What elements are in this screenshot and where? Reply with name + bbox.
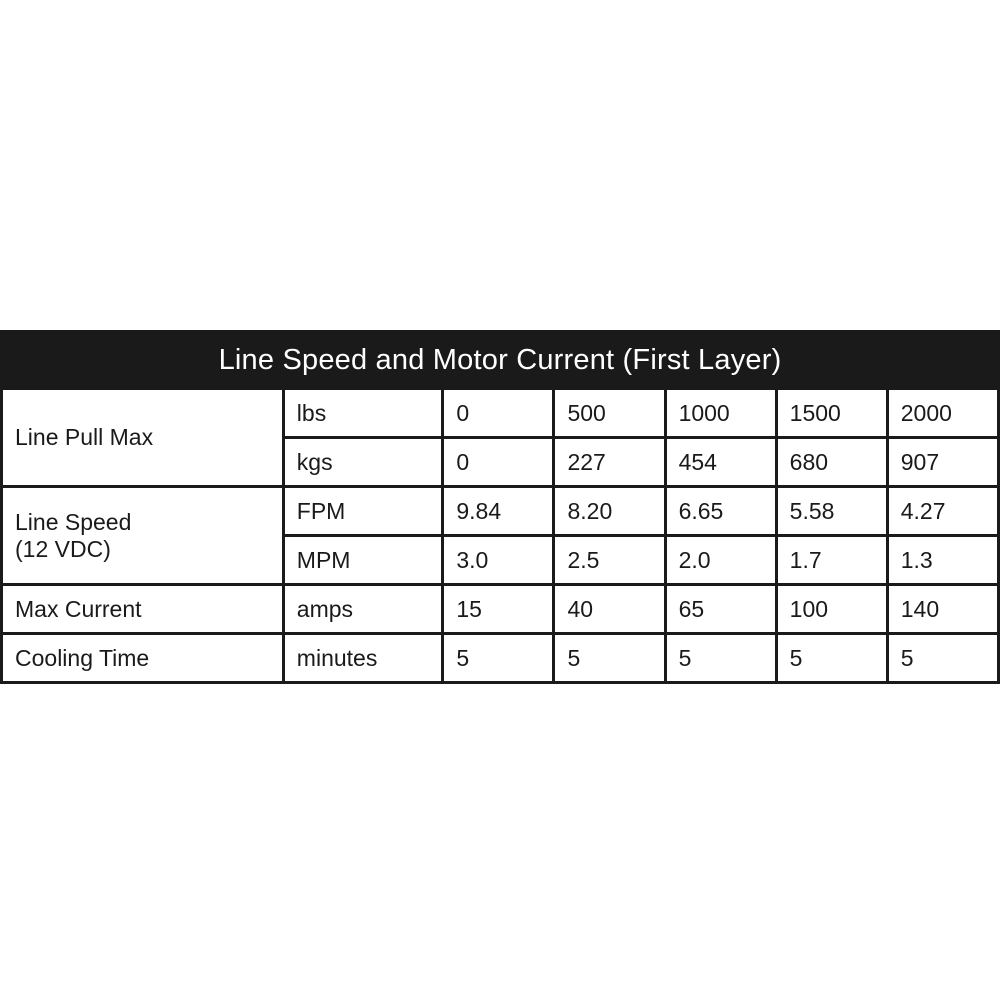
- row-label-line-speed: [2, 487, 284, 585]
- cell-value: 5: [665, 634, 776, 683]
- row-label-line-speed-voltage: (12 VDC): [15, 535, 111, 562]
- cell-value: 5: [887, 634, 998, 683]
- cell-value: 3.0: [443, 536, 554, 585]
- table-row: [2, 585, 999, 634]
- row-label-line-speed-text: Line Speed: [15, 509, 132, 536]
- table-title: Line Speed and Motor Current (First Layer): [2, 332, 999, 389]
- cell-value: 5: [443, 634, 554, 683]
- cell-value: 5: [776, 634, 887, 683]
- cell-value: 907: [887, 438, 998, 487]
- cell-value: 680: [776, 438, 887, 487]
- cell-value: 0: [443, 438, 554, 487]
- cell-value: 2000: [887, 389, 998, 438]
- spec-table-container: [0, 330, 1000, 684]
- line-speed-motor-current-table: [0, 330, 1000, 684]
- table-row: [2, 487, 999, 536]
- cell-value: 1.7: [776, 536, 887, 585]
- cell-value: 2.5: [554, 536, 665, 585]
- cell-value: 4.27: [887, 487, 998, 536]
- table-row: [2, 389, 999, 438]
- cell-value: 8.20: [554, 487, 665, 536]
- row-label-line-pull-max: Line Pull Max: [2, 389, 284, 487]
- row-unit-fpm: FPM: [283, 487, 443, 536]
- cell-value: 1500: [776, 389, 887, 438]
- cell-value: 5.58: [776, 487, 887, 536]
- table-row: [2, 634, 999, 683]
- cell-value: 9.84: [443, 487, 554, 536]
- row-unit-minutes: minutes: [283, 634, 443, 683]
- cell-value: 227: [554, 438, 665, 487]
- row-unit-kgs: kgs: [283, 438, 443, 487]
- cell-value: 1000: [665, 389, 776, 438]
- cell-value: 140: [887, 585, 998, 634]
- cell-value: 65: [665, 585, 776, 634]
- cell-value: 5: [554, 634, 665, 683]
- cell-value: 40: [554, 585, 665, 634]
- row-unit-amps: amps: [283, 585, 443, 634]
- cell-value: 2.0: [665, 536, 776, 585]
- row-label-cooling-time: Cooling Time: [2, 634, 284, 683]
- table-title-row: [2, 332, 999, 389]
- cell-value: 15: [443, 585, 554, 634]
- row-unit-lbs: lbs: [283, 389, 443, 438]
- cell-value: 1.3: [887, 536, 998, 585]
- cell-value: 6.65: [665, 487, 776, 536]
- cell-value: 100: [776, 585, 887, 634]
- cell-value: 454: [665, 438, 776, 487]
- cell-value: 0: [443, 389, 554, 438]
- cell-value: 500: [554, 389, 665, 438]
- row-label-max-current: Max Current: [2, 585, 284, 634]
- row-unit-mpm: MPM: [283, 536, 443, 585]
